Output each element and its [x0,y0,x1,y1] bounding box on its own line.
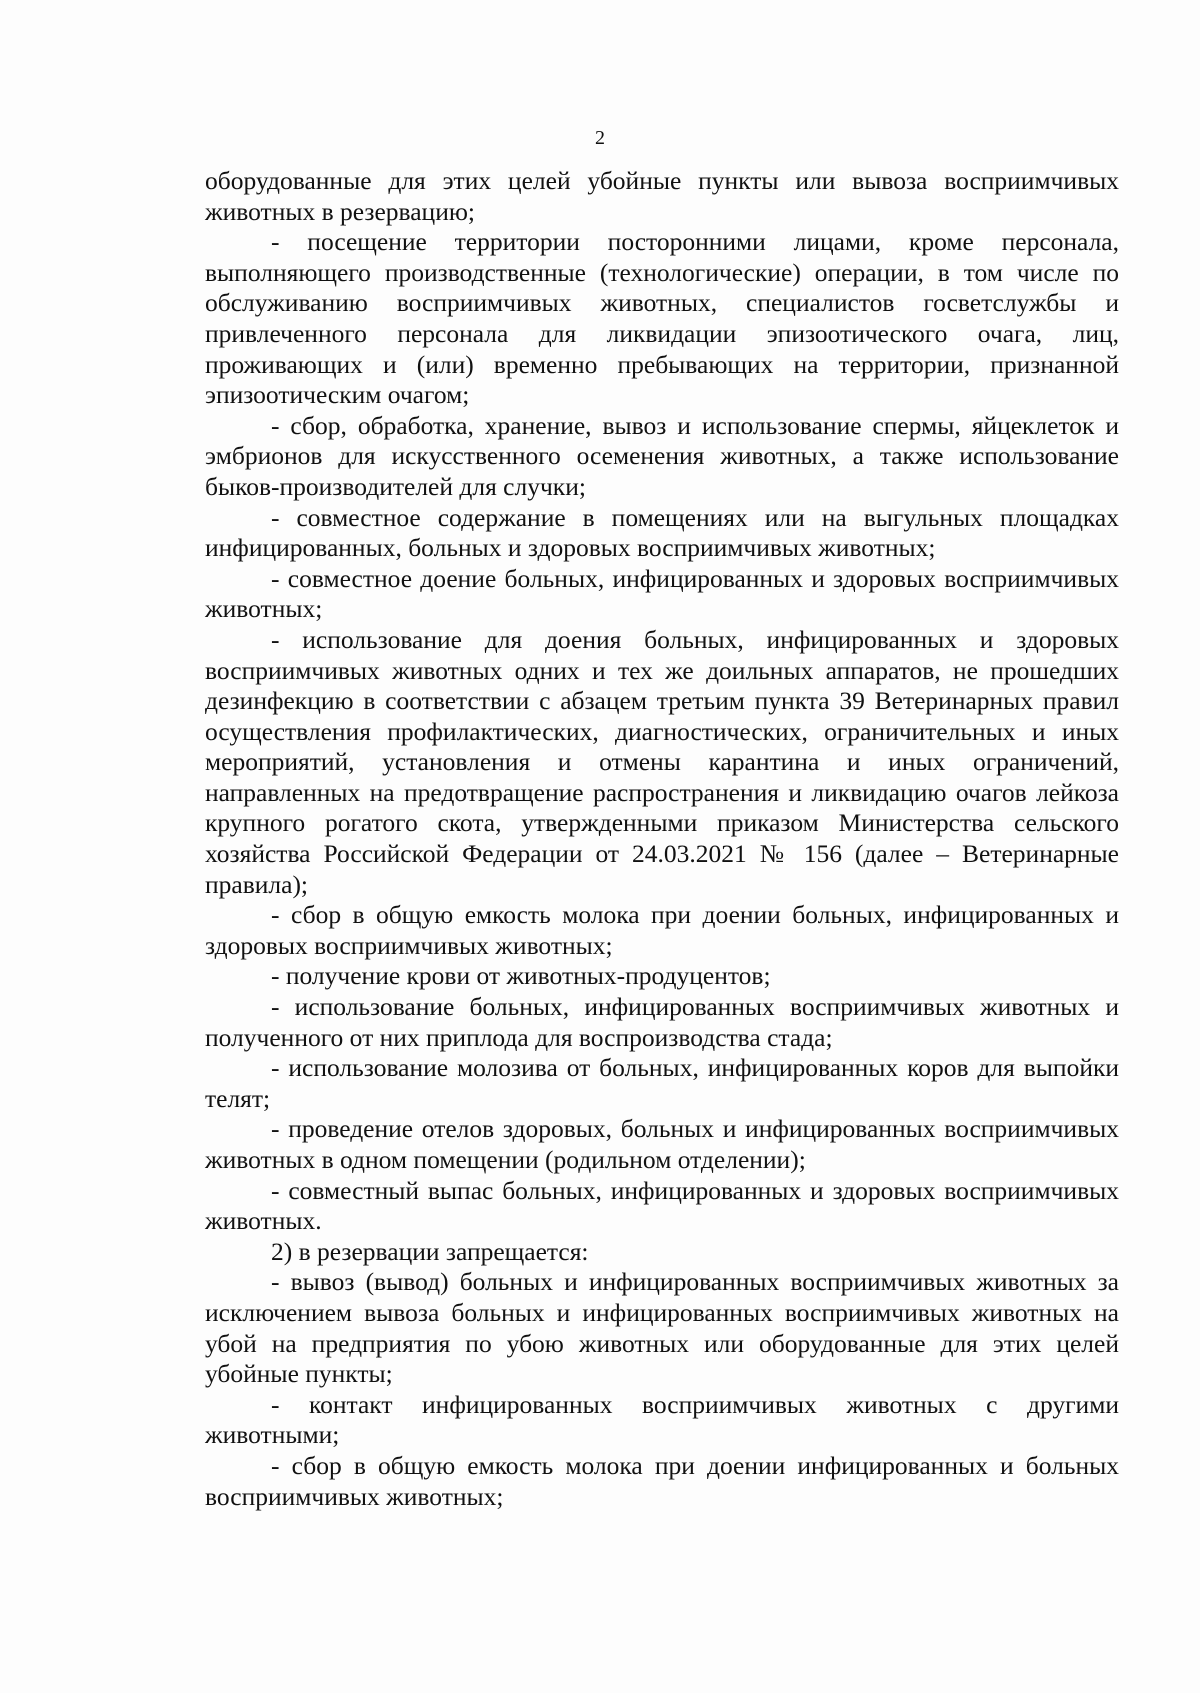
paragraph: - использование больных, инфицированных восприимчивых животных и полученного от них приплода для воспроизводства стада; [205,992,1119,1052]
paragraph: - вывоз (вывод) больных и инфицированных восприимчивых животных за исключением вывоза больных и инфицированных восприимчивых животных на убой на предприятия по убою животных или оборудованные для этих целей убойные пункты; [205,1267,1119,1389]
page-number: 2 [595,127,605,149]
paragraph: - сбор в общую емкость молока при доении инфицированных и больных восприимчивых животных; [205,1450,1119,1511]
paragraph: - сбор, обработка, хранение, вывоз и использование спермы, яйцеклеток и эмбрионов для искусственного осеменения животных, а также использование быков-производителей для случки; [205,410,1119,501]
paragraph: оборудованные для этих целей убойные пункты или вывоза восприимчивых животных в резервацию; [205,166,1119,226]
paragraph: - контакт инфицированных восприимчивых животных с другими животными; [205,1389,1119,1450]
paragraph: - получение крови от животных-продуцентов; [271,961,771,991]
document-body [205,166,1119,1512]
paragraph: - использование молозива от больных, инфицированных коров для выпойки телят; [205,1053,1119,1113]
paragraph: - сбор в общую емкость молока при доении больных, инфицированных и здоровых восприимчивых животных; [205,900,1119,960]
paragraph: - совместное доение больных, инфицированных и здоровых восприимчивых животных; [205,563,1119,624]
paragraph: - совместный выпас больных, инфицированных и здоровых восприимчивых животных. [205,1175,1119,1236]
paragraph: - совместное содержание в помещениях или на выгульных площадках инфицированных, больных и здоровых восприимчивых животных; [205,502,1119,563]
paragraph: - посещение территории посторонними лицами, кроме персонала, выполняющего производственные (технологические) операции, в том числе по обслуживанию восприимчивых животных, специалистов госветслужбы и привлеченного персонала для ликвидации эпизоотического очага, лиц, проживающих и (или) временно пребывающих на территории, признанной эпизоотическим очагом; [205,227,1119,410]
paragraph: - проведение отелов здоровых, больных и инфицированных восприимчивых животных в одном помещении (родильном отделении); [205,1114,1119,1174]
paragraph: - использование для доения больных, инфицированных и здоровых восприимчивых животных одних и тех же доильных аппаратов, не прошедших дезинфекцию в соответствии с абзацем третьим пункта 39 Ветеринарных правил осуществления профилактических, диагностических, ограничительных и иных мероприятий, установления и отмены карантина и иных ограничений, направленных на предотвращение распространения и ликвидацию очагов лейкоза крупного рогатого скота, утвержденными приказом Министерства сельского хозяйства Российской Федерации от 24.03.2021 № 156 (далее – Ветеринарные правила); [205,624,1119,899]
paragraph: 2) в резервации запрещается: [271,1236,589,1266]
